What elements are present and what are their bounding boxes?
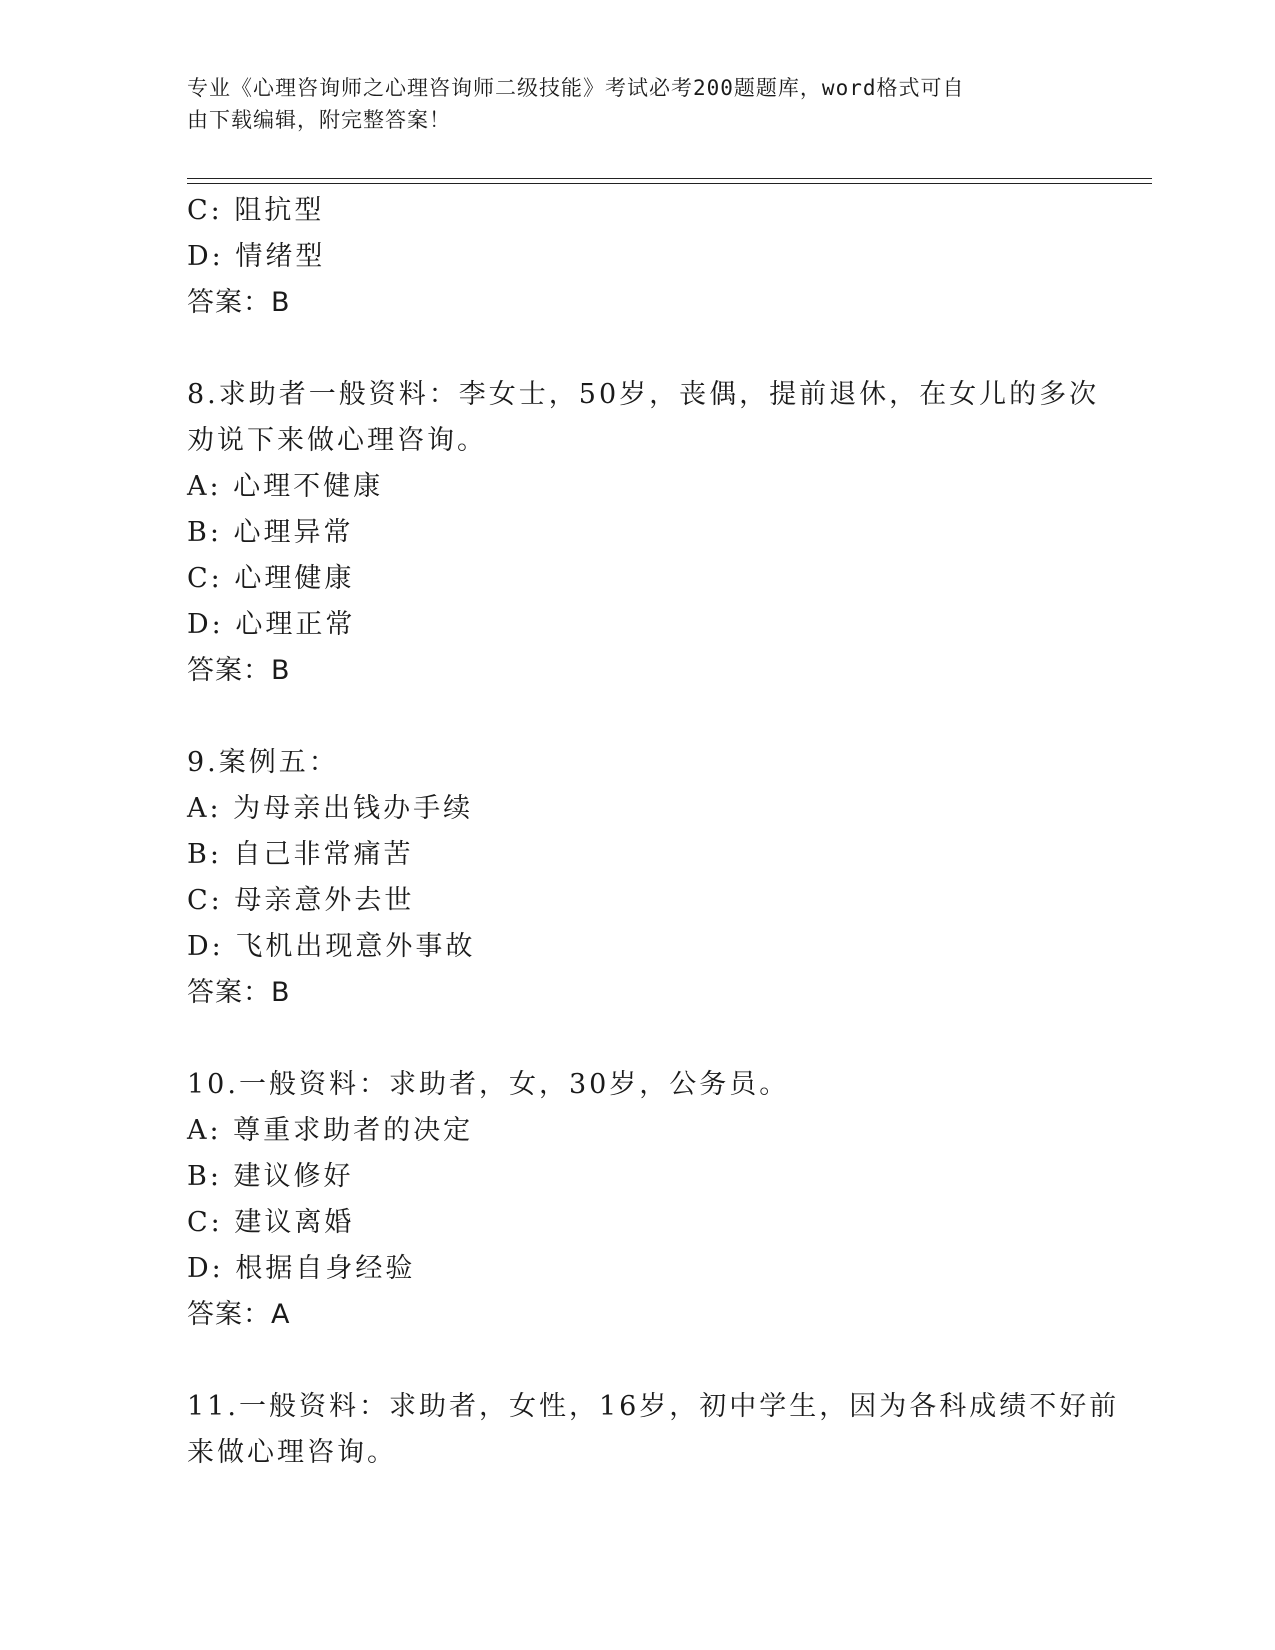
question-stem-line: 11.一般资料：求助者，女性，16岁，初中学生，因为各科成绩不好前 [187, 1391, 1120, 1422]
option-c: C: 建议离婚 [187, 1207, 355, 1238]
question-stem-line: 8.求助者一般资料：李女士，50岁，丧偶，提前退休，在女儿的多次 [187, 379, 1100, 410]
question-7-continued [187, 188, 1087, 326]
header-double-rule [187, 178, 1152, 184]
question-10 [187, 1062, 1087, 1338]
option-c: C: 心理健康 [187, 563, 355, 594]
answer: 答案：B [187, 977, 291, 1008]
option-a: A: 尊重求助者的决定 [187, 1115, 474, 1146]
answer: 答案：B [187, 287, 291, 318]
option-d: D: 飞机出现意外事故 [187, 931, 476, 962]
option-a: A: 为母亲出钱办手续 [187, 793, 474, 824]
question-stem-line: 10.一般资料：求助者，女，30岁，公务员。 [187, 1069, 790, 1100]
option-c: C: 母亲意外去世 [187, 885, 415, 916]
question-11 [187, 1384, 1120, 1476]
option-b: B: 自己非常痛苦 [187, 839, 414, 870]
question-stem-line: 9.案例五： [187, 747, 339, 778]
option-d: D: 情绪型 [187, 241, 326, 272]
question-stem-line: 来做心理咨询。 [187, 1437, 397, 1468]
option-b: B: 心理异常 [187, 517, 354, 548]
option-d: D: 根据自身经验 [187, 1253, 416, 1284]
option-b: B: 建议修好 [187, 1161, 354, 1192]
spacer [187, 1016, 1087, 1062]
answer: 答案：A [187, 1299, 291, 1330]
question-9 [187, 740, 1087, 1016]
option-a: A: 心理不健康 [187, 471, 384, 502]
spacer [187, 694, 1087, 740]
answer: 答案：B [187, 655, 291, 686]
question-stem-line: 劝说下来做心理咨询。 [187, 425, 487, 456]
header-line-1: 专业《心理咨询师之心理咨询师二级技能》考试必考200题题库，word格式可自 [187, 76, 965, 100]
spacer [187, 1338, 1087, 1384]
option-d: D: 心理正常 [187, 609, 356, 640]
document-body [187, 188, 1120, 1476]
document-header [187, 72, 1067, 136]
spacer [187, 326, 1087, 372]
header-line-2: 由下载编辑，附完整答案！ [187, 108, 451, 132]
question-8 [187, 372, 1100, 694]
option-c: C: 阻抗型 [187, 195, 325, 226]
